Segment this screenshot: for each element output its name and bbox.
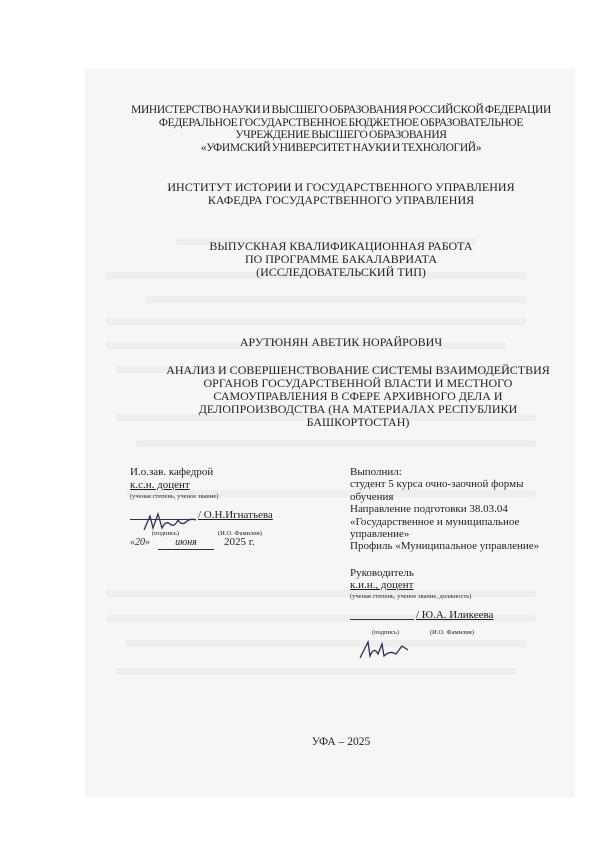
head-degree: к.с.н. доцент xyxy=(130,479,190,491)
head-of-department-block xyxy=(130,466,310,550)
department-line: КАФЕДРА ГОСУДАРСТВЕННОГО УПРАВЛЕНИЯ xyxy=(207,193,475,207)
head-sign-caption: (подпись) xyxy=(152,530,179,537)
thesis-title xyxy=(140,364,576,429)
header-line: ФЕДЕРАЛЬНОЕ ГОСУДАРСТВЕННОЕ БЮДЖЕТНОЕ ОБРАЗОВАТЕЛЬНОЕ xyxy=(158,116,524,129)
supervisor-label: Руководитель xyxy=(350,566,414,579)
date-day: «20» xyxy=(130,537,150,548)
author-name: АРУТЮНЯН АВЕТИК НОРАЙРОВИЧ xyxy=(239,335,443,349)
supervisor-sign-caption: (подпись) xyxy=(372,628,399,636)
work-type-block xyxy=(96,240,586,279)
title-line: ДЕЛОПРОИЗВОДСТВА (НА МАТЕРИАЛАХ РЕСПУБЛИКИ xyxy=(198,402,518,416)
city-year: УФА – 2025 xyxy=(311,736,371,748)
head-degree-caption: (ученая степень, ученое звание) xyxy=(130,493,219,500)
profile-info: Профиль «Муниципальное управление» xyxy=(350,540,540,553)
supervisor-signature-image xyxy=(356,638,412,664)
supervisor-name-caption: (И.О. Фамилия) xyxy=(430,628,474,636)
ministry-header xyxy=(96,104,586,154)
date-year: 2025 г. xyxy=(224,536,255,548)
head-role: И.о.зав. кафедрой xyxy=(130,466,214,478)
header-line: «УФИМСКИЙ УНИВЕРСИТЕТ НАУКИ И ТЕХНОЛОГИЙ» xyxy=(200,141,482,154)
title-line: БАШКОРТОСТАН) xyxy=(306,415,410,429)
student-block xyxy=(350,466,560,636)
date-month: июня xyxy=(158,536,214,550)
work-type-line: ВЫПУСКНАЯ КВАЛИФИКАЦИОННАЯ РАБОТА xyxy=(209,239,473,253)
supervisor-degree: к.и.н., доцент xyxy=(350,579,414,592)
institute-line: ИНСТИТУТ ИСТОРИИ И ГОСУДАРСТВЕННОГО УПРАВЛЕНИЯ xyxy=(167,180,515,194)
title-line: АНАЛИЗ И СОВЕРШЕНСТВОВАНИЕ СИСТЕМЫ ВЗАИМОДЕЙСТВИЯ xyxy=(166,363,550,377)
header-line: МИНИСТЕРСТВО НАУКИ И ВЫСШЕГО ОБРАЗОВАНИЯ РОССИЙСКОЙ ФЕДЕРАЦИИ xyxy=(131,104,551,116)
title-line: ОРГАНОВ ГОСУДАРСТВЕННОЙ ВЛАСТИ И МЕСТНОГО xyxy=(203,376,513,390)
supervisor-signature-row xyxy=(350,605,560,627)
institute-block xyxy=(96,181,586,207)
student-info: студент 5 курса очно-заочной формы обучения xyxy=(350,478,524,503)
document-page xyxy=(86,70,574,796)
supervisor-name: / Ю.А. Иликеева xyxy=(416,608,494,621)
title-line: САМОУПРАВЛЕНИЯ В СФЕРЕ АРХИВНОГО ДЕЛА И xyxy=(213,389,503,403)
head-date-row xyxy=(130,536,310,550)
work-type-line: (ИССЛЕДОВАТЕЛЬСКИЙ ТИП) xyxy=(256,265,426,279)
head-name-caption: (И.О. Фамилия) xyxy=(218,530,262,537)
work-type-line: ПО ПРОГРАММЕ БАКАЛАВРИАТА xyxy=(244,252,438,266)
done-label: Выполнил: xyxy=(350,466,402,478)
header-line: УЧРЕЖДЕНИЕ ВЫСШЕГО ОБРАЗОВАНИЯ xyxy=(235,129,447,142)
head-name: / О.Н.Игнатьева xyxy=(198,509,273,521)
supervisor-degree-caption: (ученая степень, ученое звание, должность) xyxy=(350,592,472,600)
direction-info: Направление подготовки 38.03.04 «Государственное и муниципальное управление» xyxy=(350,503,520,541)
head-signature-image xyxy=(140,510,200,536)
